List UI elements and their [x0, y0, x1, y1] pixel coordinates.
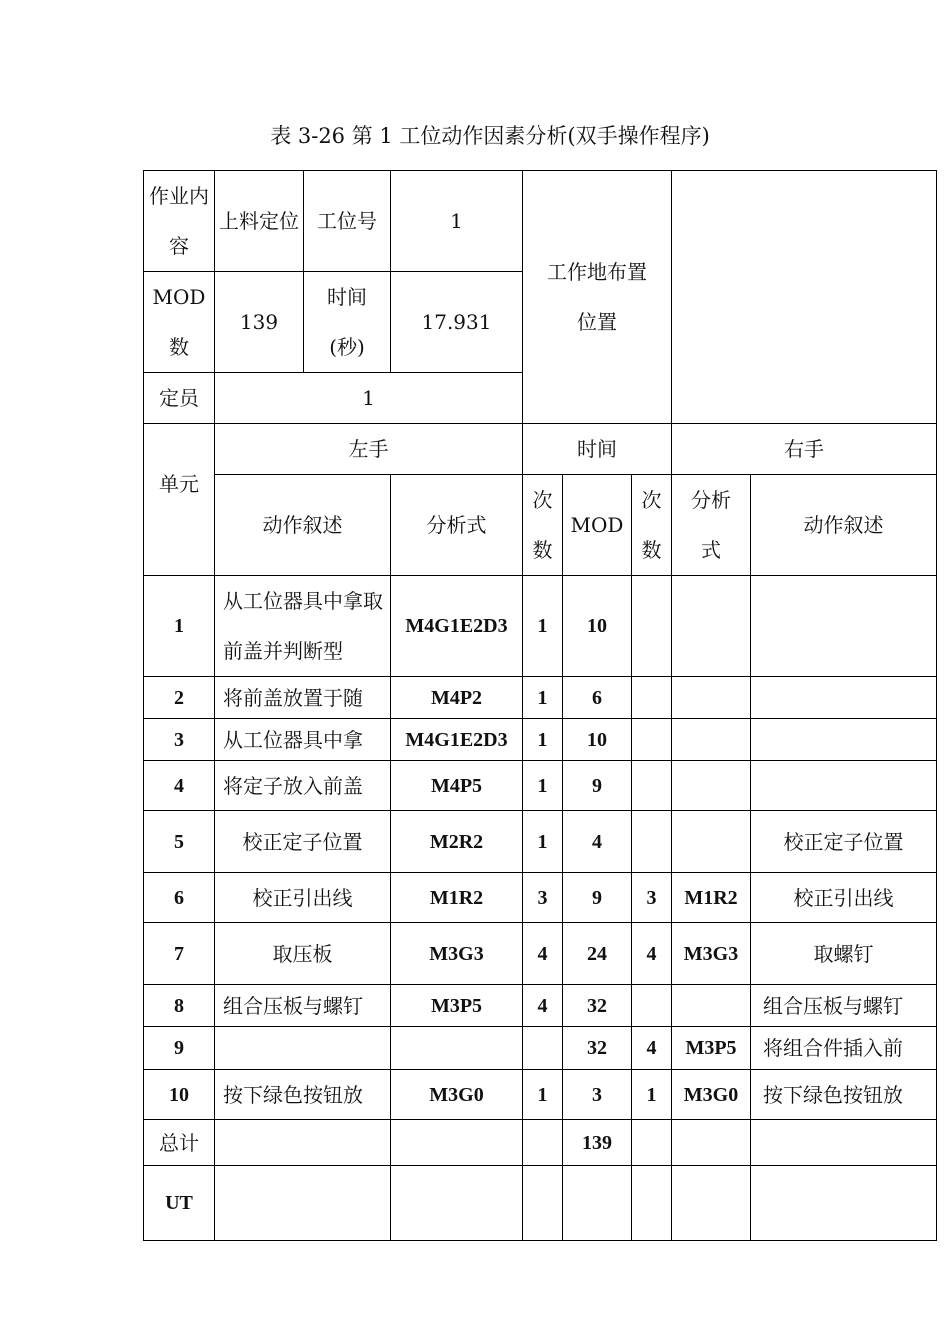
left-count-cell: 3 — [523, 873, 563, 923]
total-left-count — [523, 1120, 563, 1166]
ut-row — [144, 1166, 937, 1241]
mod-cell: 24 — [563, 923, 632, 985]
left-count-cell: 1 — [523, 719, 563, 761]
unit-cell: 8 — [144, 985, 215, 1027]
left-formula-cell: M1R2 — [391, 873, 523, 923]
left-count-cell: 4 — [523, 985, 563, 1027]
left-action-cell: 校正定子位置 — [215, 811, 391, 873]
table-row — [144, 1027, 937, 1070]
left-count-header: 次数 — [523, 475, 563, 576]
left-action-cell: 按下绿色按钮放 — [215, 1070, 391, 1120]
total-right-formula — [672, 1120, 751, 1166]
right-count-cell — [632, 576, 672, 677]
column-header-row-2 — [144, 475, 937, 576]
left-count-cell: 1 — [523, 1070, 563, 1120]
ut-right-count — [632, 1166, 672, 1241]
mod-header: MOD — [563, 475, 632, 576]
left-formula-cell: M2R2 — [391, 811, 523, 873]
right-formula-cell — [672, 985, 751, 1027]
right-formula-cell: M3P5 — [672, 1027, 751, 1070]
right-action-cell: 校正定子位置 — [751, 811, 937, 873]
right-action-cell: 按下绿色按钮放 — [751, 1070, 937, 1120]
right-count-cell — [632, 719, 672, 761]
right-count-cell — [632, 677, 672, 719]
left-action-cell: 组合压板与螺钉 — [215, 985, 391, 1027]
ut-mod — [563, 1166, 632, 1241]
motion-analysis-table — [143, 170, 937, 1241]
left-action-cell — [215, 1027, 391, 1070]
unit-cell: 5 — [144, 811, 215, 873]
left-formula-cell: M4P5 — [391, 761, 523, 811]
right-count-cell — [632, 811, 672, 873]
mod-count-label: MOD数 — [144, 272, 215, 373]
unit-cell: 7 — [144, 923, 215, 985]
left-action-cell: 将前盖放置于随 — [215, 677, 391, 719]
unit-header: 单元 — [144, 424, 215, 576]
workplace-area — [672, 171, 937, 424]
ut-right-formula — [672, 1166, 751, 1241]
right-action-cell — [751, 719, 937, 761]
left-count-cell — [523, 1027, 563, 1070]
right-count-cell: 1 — [632, 1070, 672, 1120]
right-formula-cell: M3G3 — [672, 923, 751, 985]
unit-cell: 9 — [144, 1027, 215, 1070]
staff-value: 1 — [215, 373, 523, 424]
left-formula-cell — [391, 1027, 523, 1070]
total-left-formula — [391, 1120, 523, 1166]
total-row — [144, 1120, 937, 1166]
ut-right-action — [751, 1166, 937, 1241]
right-count-cell: 4 — [632, 1027, 672, 1070]
right-action-cell: 校正引出线 — [751, 873, 937, 923]
right-action-cell — [751, 677, 937, 719]
unit-cell: 6 — [144, 873, 215, 923]
left-formula-cell: M4G1E2D3 — [391, 719, 523, 761]
left-formula-cell: M4P2 — [391, 677, 523, 719]
left-action-cell: 从工位器具中拿 — [215, 719, 391, 761]
mod-cell: 9 — [563, 873, 632, 923]
left-formula-cell: M3P5 — [391, 985, 523, 1027]
left-formula-cell: M3G0 — [391, 1070, 523, 1120]
left-formula-header: 分析式 — [391, 475, 523, 576]
left-action-cell: 校正引出线 — [215, 873, 391, 923]
ut-label: UT — [144, 1166, 215, 1241]
left-action-cell: 将定子放入前盖 — [215, 761, 391, 811]
table-row — [144, 873, 937, 923]
table-row — [144, 985, 937, 1027]
table-row — [144, 719, 937, 761]
right-formula-cell — [672, 811, 751, 873]
unit-cell: 2 — [144, 677, 215, 719]
left-count-cell: 1 — [523, 677, 563, 719]
right-count-header: 次数 — [632, 475, 672, 576]
left-action-cell: 从工位器具中拿取前盖并判断型 — [215, 576, 391, 677]
station-label: 工位号 — [304, 171, 391, 272]
left-action-desc-header: 动作叙述 — [215, 475, 391, 576]
total-right-count — [632, 1120, 672, 1166]
mod-cell: 3 — [563, 1070, 632, 1120]
left-count-cell: 4 — [523, 923, 563, 985]
right-count-cell — [632, 761, 672, 811]
table-caption: 表 3-26 第 1 工位动作因素分析(双手操作程序) — [270, 124, 710, 148]
total-label: 总计 — [144, 1120, 215, 1166]
mod-cell: 10 — [563, 719, 632, 761]
unit-cell: 1 — [144, 576, 215, 677]
left-formula-cell: M3G3 — [391, 923, 523, 985]
ut-left-count — [523, 1166, 563, 1241]
right-formula-cell — [672, 719, 751, 761]
right-action-cell: 将组合件插入前 — [751, 1027, 937, 1070]
total-left-action — [215, 1120, 391, 1166]
right-formula-header: 分析式 — [672, 475, 751, 576]
right-formula-cell — [672, 576, 751, 677]
mod-cell: 9 — [563, 761, 632, 811]
column-header-row-1 — [144, 424, 937, 475]
left-count-cell: 1 — [523, 811, 563, 873]
left-count-cell: 1 — [523, 576, 563, 677]
right-formula-cell — [672, 677, 751, 719]
right-action-cell — [751, 761, 937, 811]
mod-cell: 10 — [563, 576, 632, 677]
mod-cell: 4 — [563, 811, 632, 873]
right-action-cell: 组合压板与螺钉 — [751, 985, 937, 1027]
right-hand-header: 右手 — [672, 424, 937, 475]
right-count-cell: 4 — [632, 923, 672, 985]
time-value: 17.931 — [391, 272, 523, 373]
job-label: 作业内容 — [144, 171, 215, 272]
table-row — [144, 677, 937, 719]
right-formula-cell: M3G0 — [672, 1070, 751, 1120]
time-label: 时间(秒) — [304, 272, 391, 373]
left-formula-cell: M4G1E2D3 — [391, 576, 523, 677]
table-row — [144, 811, 937, 873]
staff-label: 定员 — [144, 373, 215, 424]
mod-count-value: 139 — [215, 272, 304, 373]
right-count-cell: 3 — [632, 873, 672, 923]
table-row — [144, 1070, 937, 1120]
time-header: 时间 — [523, 424, 672, 475]
left-count-cell: 1 — [523, 761, 563, 811]
mod-cell: 32 — [563, 985, 632, 1027]
header-row-job — [144, 171, 937, 272]
table-row — [144, 576, 937, 677]
mod-cell: 32 — [563, 1027, 632, 1070]
table-row — [144, 923, 937, 985]
unit-cell: 10 — [144, 1070, 215, 1120]
workplace-label: 工作地布置位置 — [523, 171, 672, 424]
mod-cell: 6 — [563, 677, 632, 719]
unit-cell: 3 — [144, 719, 215, 761]
total-right-action — [751, 1120, 937, 1166]
left-hand-header: 左手 — [215, 424, 523, 475]
station-value: 1 — [391, 171, 523, 272]
right-action-cell: 取螺钉 — [751, 923, 937, 985]
job-value: 上料定位 — [215, 171, 304, 272]
right-action-desc-header: 动作叙述 — [751, 475, 937, 576]
right-action-cell — [751, 576, 937, 677]
total-mod: 139 — [563, 1120, 632, 1166]
right-count-cell — [632, 985, 672, 1027]
ut-left-action — [215, 1166, 391, 1241]
ut-left-formula — [391, 1166, 523, 1241]
table-row — [144, 761, 937, 811]
unit-cell: 4 — [144, 761, 215, 811]
right-formula-cell: M1R2 — [672, 873, 751, 923]
right-formula-cell — [672, 761, 751, 811]
left-action-cell: 取压板 — [215, 923, 391, 985]
